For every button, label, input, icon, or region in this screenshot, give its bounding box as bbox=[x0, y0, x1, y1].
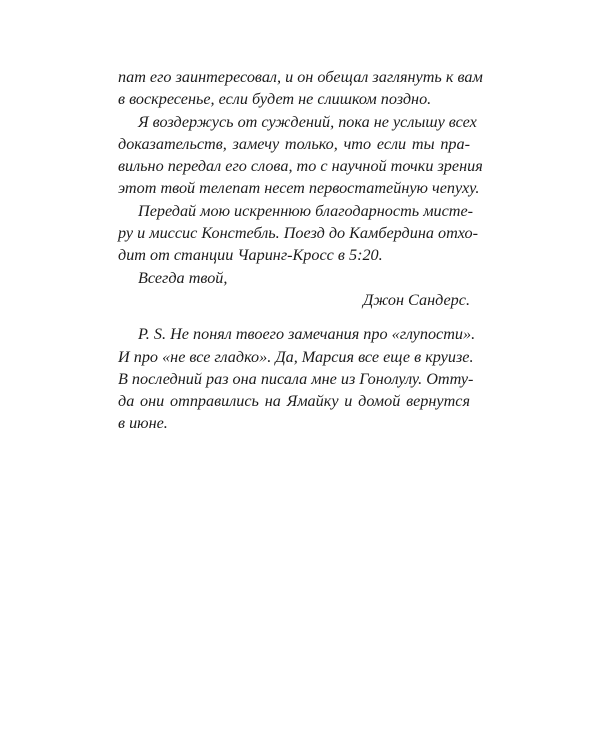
paragraph-gap bbox=[118, 311, 470, 323]
text-line: ру и миссис Констебль. Поезд до Камбердина отхо- bbox=[118, 224, 479, 243]
text-line: в июне. bbox=[118, 414, 168, 433]
text-line: P. S. Не понял твоего замечания про «глупости». bbox=[138, 325, 476, 344]
text-line: Я воздержусь от суждений, пока не услышу всех bbox=[138, 112, 477, 131]
text-line: дит от станции Чаринг-Кросс в 5:20. bbox=[118, 246, 383, 265]
letter-text bbox=[118, 66, 483, 435]
paragraph-3 bbox=[118, 200, 479, 267]
letter-closing: Всегда твой, bbox=[138, 268, 228, 287]
text-line: В последний раз она писала мне из Гонолулу. Отту- bbox=[118, 369, 474, 388]
paragraph-2 bbox=[118, 111, 483, 200]
text-line: И про «не все гладко». Да, Марсия все еще в круизе. bbox=[118, 347, 474, 366]
text-line: пат его заинтересовал, и он обещал заглянуть к вам bbox=[118, 68, 483, 86]
text-line: Передай мою искреннюю благодарность мисте- bbox=[138, 201, 474, 220]
text-line: вильно передал его слова, то с научной точки зрения bbox=[118, 157, 483, 176]
text-line: этот твой телепат несет первостатейную чепуху. bbox=[118, 179, 480, 198]
text-line: да они отправились на Ямайку и домой вернутся bbox=[118, 392, 470, 411]
paragraph-1 bbox=[118, 66, 483, 111]
text-line: доказательств, замечу только, что если ты пра- bbox=[118, 134, 470, 153]
letter-signature: Джон Сандерс. bbox=[362, 290, 470, 309]
postscript bbox=[118, 323, 476, 434]
text-line: в воскресенье, если будет не слишком поздно. bbox=[118, 90, 432, 109]
